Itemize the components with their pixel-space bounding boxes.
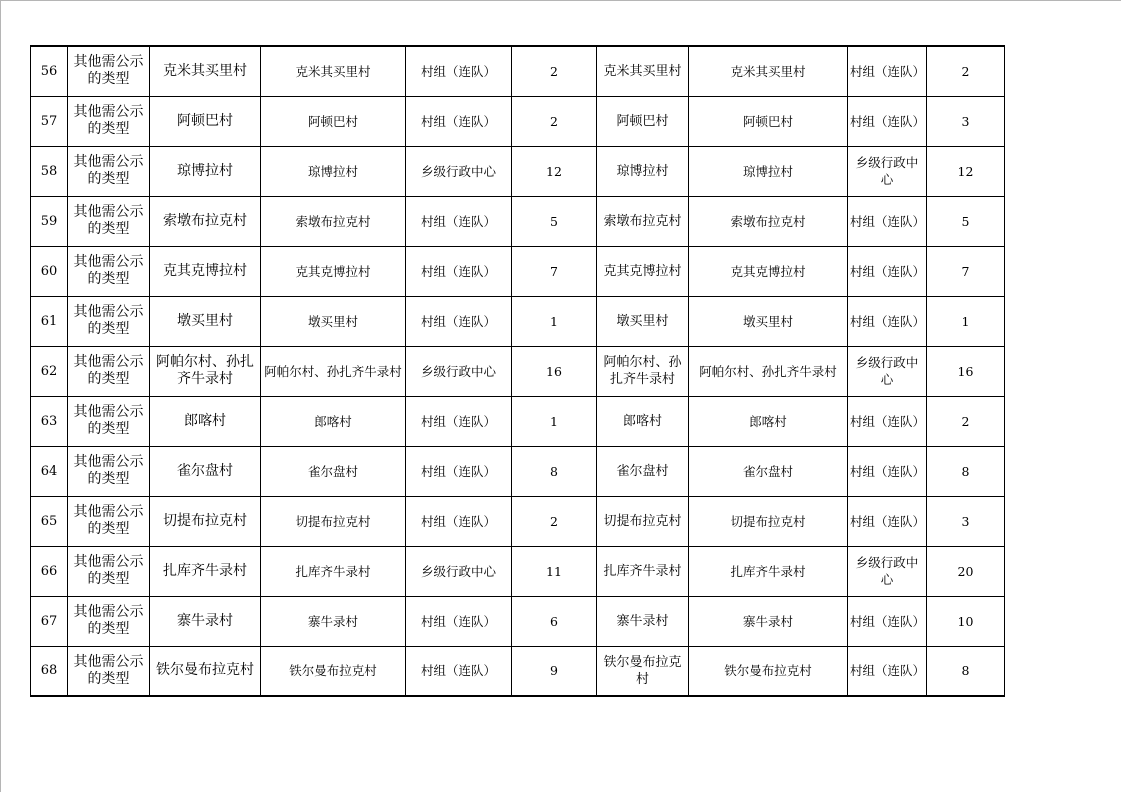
row-number-cell: 63 — [31, 396, 68, 446]
count-cell: 2 — [512, 96, 597, 146]
village-scope-cell: 郎喀村 — [261, 396, 406, 446]
data-table — [30, 45, 1005, 697]
admin-level-cell: 村组（连队） — [406, 196, 512, 246]
count-cell: 5 — [512, 196, 597, 246]
table-row — [31, 96, 1005, 146]
count-cell: 2 — [512, 496, 597, 546]
village-name-after-cell: 克米其买里村 — [597, 46, 689, 96]
table-row — [31, 646, 1005, 696]
admin-level-cell: 村组（连队） — [406, 246, 512, 296]
disclosure-type-cell: 其他需公示的类型 — [68, 196, 150, 246]
village-name-cell: 索墩布拉克村 — [150, 196, 261, 246]
village-scope-after-cell: 寨牛录村 — [689, 596, 848, 646]
admin-level-after-cell: 村组（连队） — [848, 396, 927, 446]
row-number-cell: 56 — [31, 46, 68, 96]
village-name-cell: 阿顿巴村 — [150, 96, 261, 146]
disclosure-type-cell: 其他需公示的类型 — [68, 396, 150, 446]
village-name-cell: 郎喀村 — [150, 396, 261, 446]
village-name-cell: 扎库齐牛录村 — [150, 546, 261, 596]
disclosure-type-cell: 其他需公示的类型 — [68, 96, 150, 146]
village-name-cell: 雀尔盘村 — [150, 446, 261, 496]
village-name-cell: 寨牛录村 — [150, 596, 261, 646]
table-row — [31, 346, 1005, 396]
village-name-after-cell: 琼博拉村 — [597, 146, 689, 196]
village-name-after-cell: 阿帕尔村、孙扎齐牛录村 — [597, 346, 689, 396]
admin-level-after-cell: 村组（连队） — [848, 646, 927, 696]
count-after-cell: 20 — [927, 546, 1005, 596]
village-scope-cell: 克米其买里村 — [261, 46, 406, 96]
admin-level-cell: 乡级行政中心 — [406, 346, 512, 396]
admin-level-cell: 村组（连队） — [406, 496, 512, 546]
count-cell: 2 — [512, 46, 597, 96]
count-after-cell: 2 — [927, 46, 1005, 96]
count-after-cell: 3 — [927, 496, 1005, 546]
village-scope-cell: 寨牛录村 — [261, 596, 406, 646]
village-scope-cell: 扎库齐牛录村 — [261, 546, 406, 596]
village-scope-after-cell: 克其克博拉村 — [689, 246, 848, 296]
table-row — [31, 296, 1005, 346]
admin-level-after-cell: 乡级行政中心 — [848, 146, 927, 196]
table-row — [31, 496, 1005, 546]
table-row — [31, 446, 1005, 496]
table-body — [31, 46, 1005, 696]
count-after-cell: 10 — [927, 596, 1005, 646]
count-cell: 9 — [512, 646, 597, 696]
count-after-cell: 5 — [927, 196, 1005, 246]
disclosure-type-cell: 其他需公示的类型 — [68, 596, 150, 646]
table-row — [31, 146, 1005, 196]
admin-level-cell: 乡级行政中心 — [406, 546, 512, 596]
count-cell: 1 — [512, 396, 597, 446]
count-cell: 7 — [512, 246, 597, 296]
disclosure-type-cell: 其他需公示的类型 — [68, 446, 150, 496]
village-scope-cell: 切提布拉克村 — [261, 496, 406, 546]
row-number-cell: 57 — [31, 96, 68, 146]
disclosure-type-cell: 其他需公示的类型 — [68, 246, 150, 296]
table-row — [31, 396, 1005, 446]
row-number-cell: 60 — [31, 246, 68, 296]
count-after-cell: 8 — [927, 446, 1005, 496]
village-scope-after-cell: 索墩布拉克村 — [689, 196, 848, 246]
village-name-after-cell: 郎喀村 — [597, 396, 689, 446]
row-number-cell: 66 — [31, 546, 68, 596]
admin-level-cell: 村组（连队） — [406, 96, 512, 146]
admin-level-cell: 村组（连队） — [406, 296, 512, 346]
village-name-cell: 克米其买里村 — [150, 46, 261, 96]
village-scope-cell: 雀尔盘村 — [261, 446, 406, 496]
row-number-cell: 64 — [31, 446, 68, 496]
village-scope-after-cell: 扎库齐牛录村 — [689, 546, 848, 596]
village-name-cell: 铁尔曼布拉克村 — [150, 646, 261, 696]
count-after-cell: 16 — [927, 346, 1005, 396]
village-name-cell: 克其克博拉村 — [150, 246, 261, 296]
row-number-cell: 67 — [31, 596, 68, 646]
village-name-after-cell: 铁尔曼布拉克村 — [597, 646, 689, 696]
disclosure-type-cell: 其他需公示的类型 — [68, 146, 150, 196]
count-cell: 12 — [512, 146, 597, 196]
count-cell: 11 — [512, 546, 597, 596]
admin-level-after-cell: 村组（连队） — [848, 496, 927, 546]
disclosure-type-cell: 其他需公示的类型 — [68, 296, 150, 346]
admin-level-cell: 村组（连队） — [406, 596, 512, 646]
village-scope-cell: 阿帕尔村、孙扎齐牛录村 — [261, 346, 406, 396]
admin-level-after-cell: 村组（连队） — [848, 246, 927, 296]
count-cell: 8 — [512, 446, 597, 496]
disclosure-type-cell: 其他需公示的类型 — [68, 546, 150, 596]
row-number-cell: 61 — [31, 296, 68, 346]
village-name-cell: 墩买里村 — [150, 296, 261, 346]
village-name-cell: 切提布拉克村 — [150, 496, 261, 546]
count-cell: 6 — [512, 596, 597, 646]
village-scope-after-cell: 铁尔曼布拉克村 — [689, 646, 848, 696]
count-after-cell: 3 — [927, 96, 1005, 146]
row-number-cell: 65 — [31, 496, 68, 546]
village-scope-cell: 克其克博拉村 — [261, 246, 406, 296]
row-number-cell: 59 — [31, 196, 68, 246]
village-scope-after-cell: 雀尔盘村 — [689, 446, 848, 496]
village-scope-cell: 铁尔曼布拉克村 — [261, 646, 406, 696]
village-name-after-cell: 墩买里村 — [597, 296, 689, 346]
admin-level-after-cell: 村组（连队） — [848, 296, 927, 346]
admin-level-cell: 乡级行政中心 — [406, 146, 512, 196]
admin-level-after-cell: 村组（连队） — [848, 196, 927, 246]
disclosure-type-cell: 其他需公示的类型 — [68, 346, 150, 396]
admin-level-cell: 村组（连队） — [406, 46, 512, 96]
table-row — [31, 246, 1005, 296]
row-number-cell: 62 — [31, 346, 68, 396]
table-row — [31, 546, 1005, 596]
count-after-cell: 8 — [927, 646, 1005, 696]
disclosure-type-cell: 其他需公示的类型 — [68, 496, 150, 546]
row-number-cell: 68 — [31, 646, 68, 696]
village-name-after-cell: 雀尔盘村 — [597, 446, 689, 496]
village-name-after-cell: 扎库齐牛录村 — [597, 546, 689, 596]
village-scope-cell: 阿顿巴村 — [261, 96, 406, 146]
village-scope-cell: 琼博拉村 — [261, 146, 406, 196]
village-name-after-cell: 切提布拉克村 — [597, 496, 689, 546]
village-scope-after-cell: 阿顿巴村 — [689, 96, 848, 146]
village-scope-after-cell: 琼博拉村 — [689, 146, 848, 196]
village-scope-after-cell: 克米其买里村 — [689, 46, 848, 96]
disclosure-type-cell: 其他需公示的类型 — [68, 646, 150, 696]
count-after-cell: 1 — [927, 296, 1005, 346]
village-name-after-cell: 索墩布拉克村 — [597, 196, 689, 246]
admin-level-after-cell: 乡级行政中心 — [848, 546, 927, 596]
admin-level-cell: 村组（连队） — [406, 646, 512, 696]
village-scope-cell: 索墩布拉克村 — [261, 196, 406, 246]
village-name-after-cell: 寨牛录村 — [597, 596, 689, 646]
village-name-cell: 琼博拉村 — [150, 146, 261, 196]
admin-level-after-cell: 村组（连队） — [848, 46, 927, 96]
village-scope-cell: 墩买里村 — [261, 296, 406, 346]
village-name-cell: 阿帕尔村、孙扎齐牛录村 — [150, 346, 261, 396]
table-row — [31, 596, 1005, 646]
table-row — [31, 46, 1005, 96]
admin-level-cell: 村组（连队） — [406, 446, 512, 496]
village-name-after-cell: 克其克博拉村 — [597, 246, 689, 296]
village-name-after-cell: 阿顿巴村 — [597, 96, 689, 146]
admin-level-after-cell: 村组（连队） — [848, 446, 927, 496]
table-row — [31, 196, 1005, 246]
admin-level-cell: 村组（连队） — [406, 396, 512, 446]
count-cell: 16 — [512, 346, 597, 396]
count-after-cell: 7 — [927, 246, 1005, 296]
count-cell: 1 — [512, 296, 597, 346]
count-after-cell: 2 — [927, 396, 1005, 446]
admin-level-after-cell: 乡级行政中心 — [848, 346, 927, 396]
count-after-cell: 12 — [927, 146, 1005, 196]
village-scope-after-cell: 切提布拉克村 — [689, 496, 848, 546]
admin-level-after-cell: 村组（连队） — [848, 596, 927, 646]
disclosure-type-cell: 其他需公示的类型 — [68, 46, 150, 96]
village-scope-after-cell: 郎喀村 — [689, 396, 848, 446]
admin-level-after-cell: 村组（连队） — [848, 96, 927, 146]
row-number-cell: 58 — [31, 146, 68, 196]
village-scope-after-cell: 墩买里村 — [689, 296, 848, 346]
village-scope-after-cell: 阿帕尔村、孙扎齐牛录村 — [689, 346, 848, 396]
